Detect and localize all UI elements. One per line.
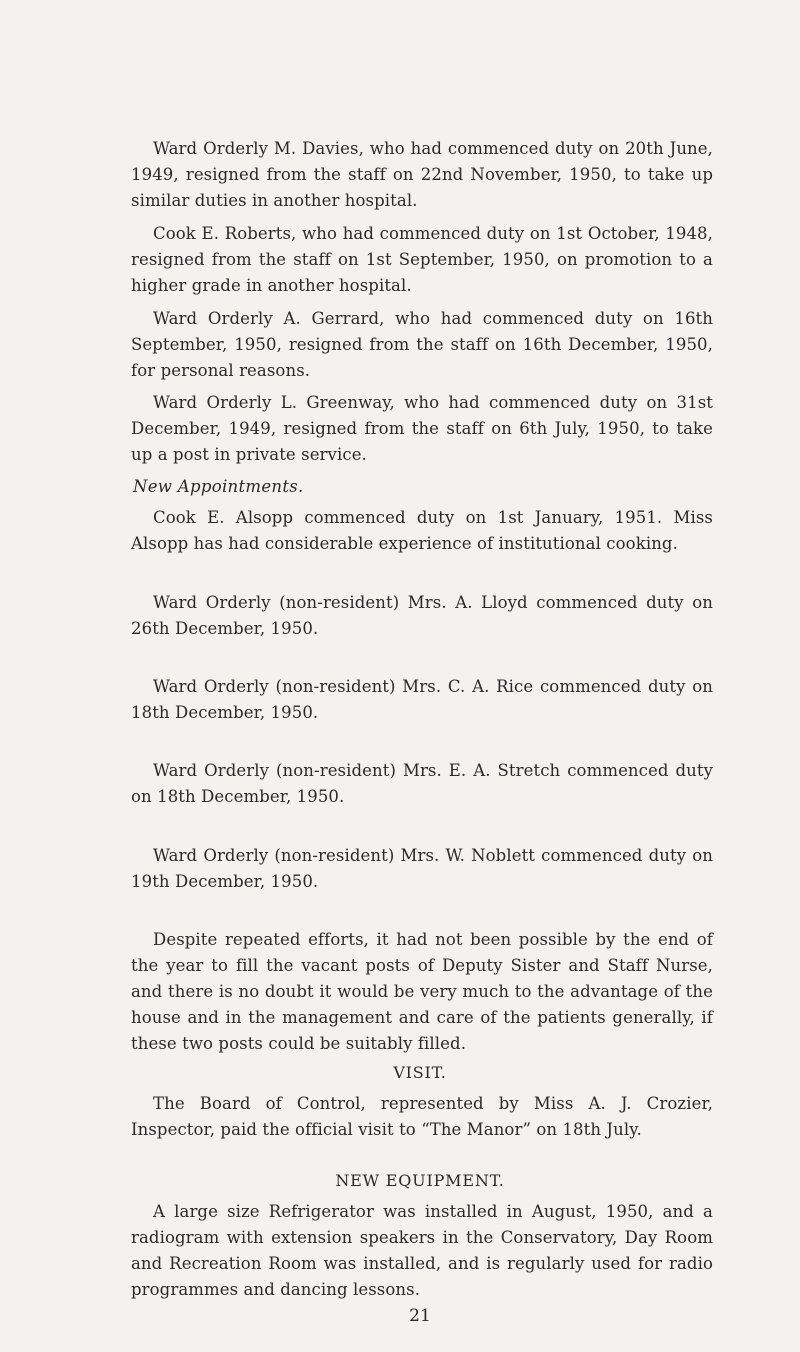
new-equipment-heading: NEW EQUIPMENT.: [335, 1171, 505, 1190]
paragraph-noblett-appointment: Ward Orderly (non-resident) Mrs. W. Noblett commenced duty on 19th December, 1950.: [131, 846, 713, 891]
visit-heading: VISIT.: [393, 1063, 447, 1082]
paragraph-stretch-appointment: Ward Orderly (non-resident) Mrs. E. A. Stretch commenced duty on 18th December, 1950.: [131, 761, 713, 806]
paragraph-rice-appointment: Ward Orderly (non-resident) Mrs. C. A. Rice commenced duty on 18th December, 1950.: [131, 677, 713, 722]
paragraph-gerrard-resignation: Ward Orderly A. Gerrard, who had commenced duty on 16th September, 1950, resigned from the staff on 16th December, 1950, for personal reasons.: [131, 309, 713, 380]
paragraph-lloyd-appointment: Ward Orderly (non-resident) Mrs. A. Lloyd commenced duty on 26th December, 1950.: [131, 593, 713, 638]
paragraph-davies-resignation: Ward Orderly M. Davies, who had commenced duty on 20th June, 1949, resigned from the staff on 22nd November, 1950, to take up similar duties in another hospital.: [131, 139, 713, 210]
page-number: 21: [409, 1306, 431, 1326]
paragraph-board-visit: The Board of Control, represented by Miss A. J. Crozier, Inspector, paid the official visit to “The Manor” on 18th July.: [131, 1094, 713, 1139]
paragraph-alsopp-appointment: Cook E. Alsopp commenced duty on 1st January, 1951. Miss Alsopp has had considerable experience of institutional cooking.: [131, 508, 713, 553]
paragraph-vacant-posts: Despite repeated efforts, it had not been possible by the end of the year to fill the vacant posts of Deputy Sister and Staff Nurse, and there is no doubt it would be very much to the advantage of the house and in the management and care of the patients generally, if these two posts could be suitably filled.: [131, 930, 713, 1053]
paragraph-new-equipment: A large size Refrigerator was installed in August, 1950, and a radiogram with extension speakers in the Conservatory, Day Room and Recreation Room was installed, and is regularly used for radio programmes and dancing lessons.: [131, 1202, 713, 1299]
paragraph-greenway-resignation: Ward Orderly L. Greenway, who had commenced duty on 31st December, 1949, resigned from the staff on 6th July, 1950, to take up a post in private service.: [131, 393, 713, 464]
new-appointments-heading: New Appointments.: [133, 477, 304, 496]
paragraph-roberts-resignation: Cook E. Roberts, who had commenced duty on 1st October, 1948, resigned from the staff on 1st September, 1950, on promotion to a higher grade in another hospital.: [131, 224, 713, 295]
